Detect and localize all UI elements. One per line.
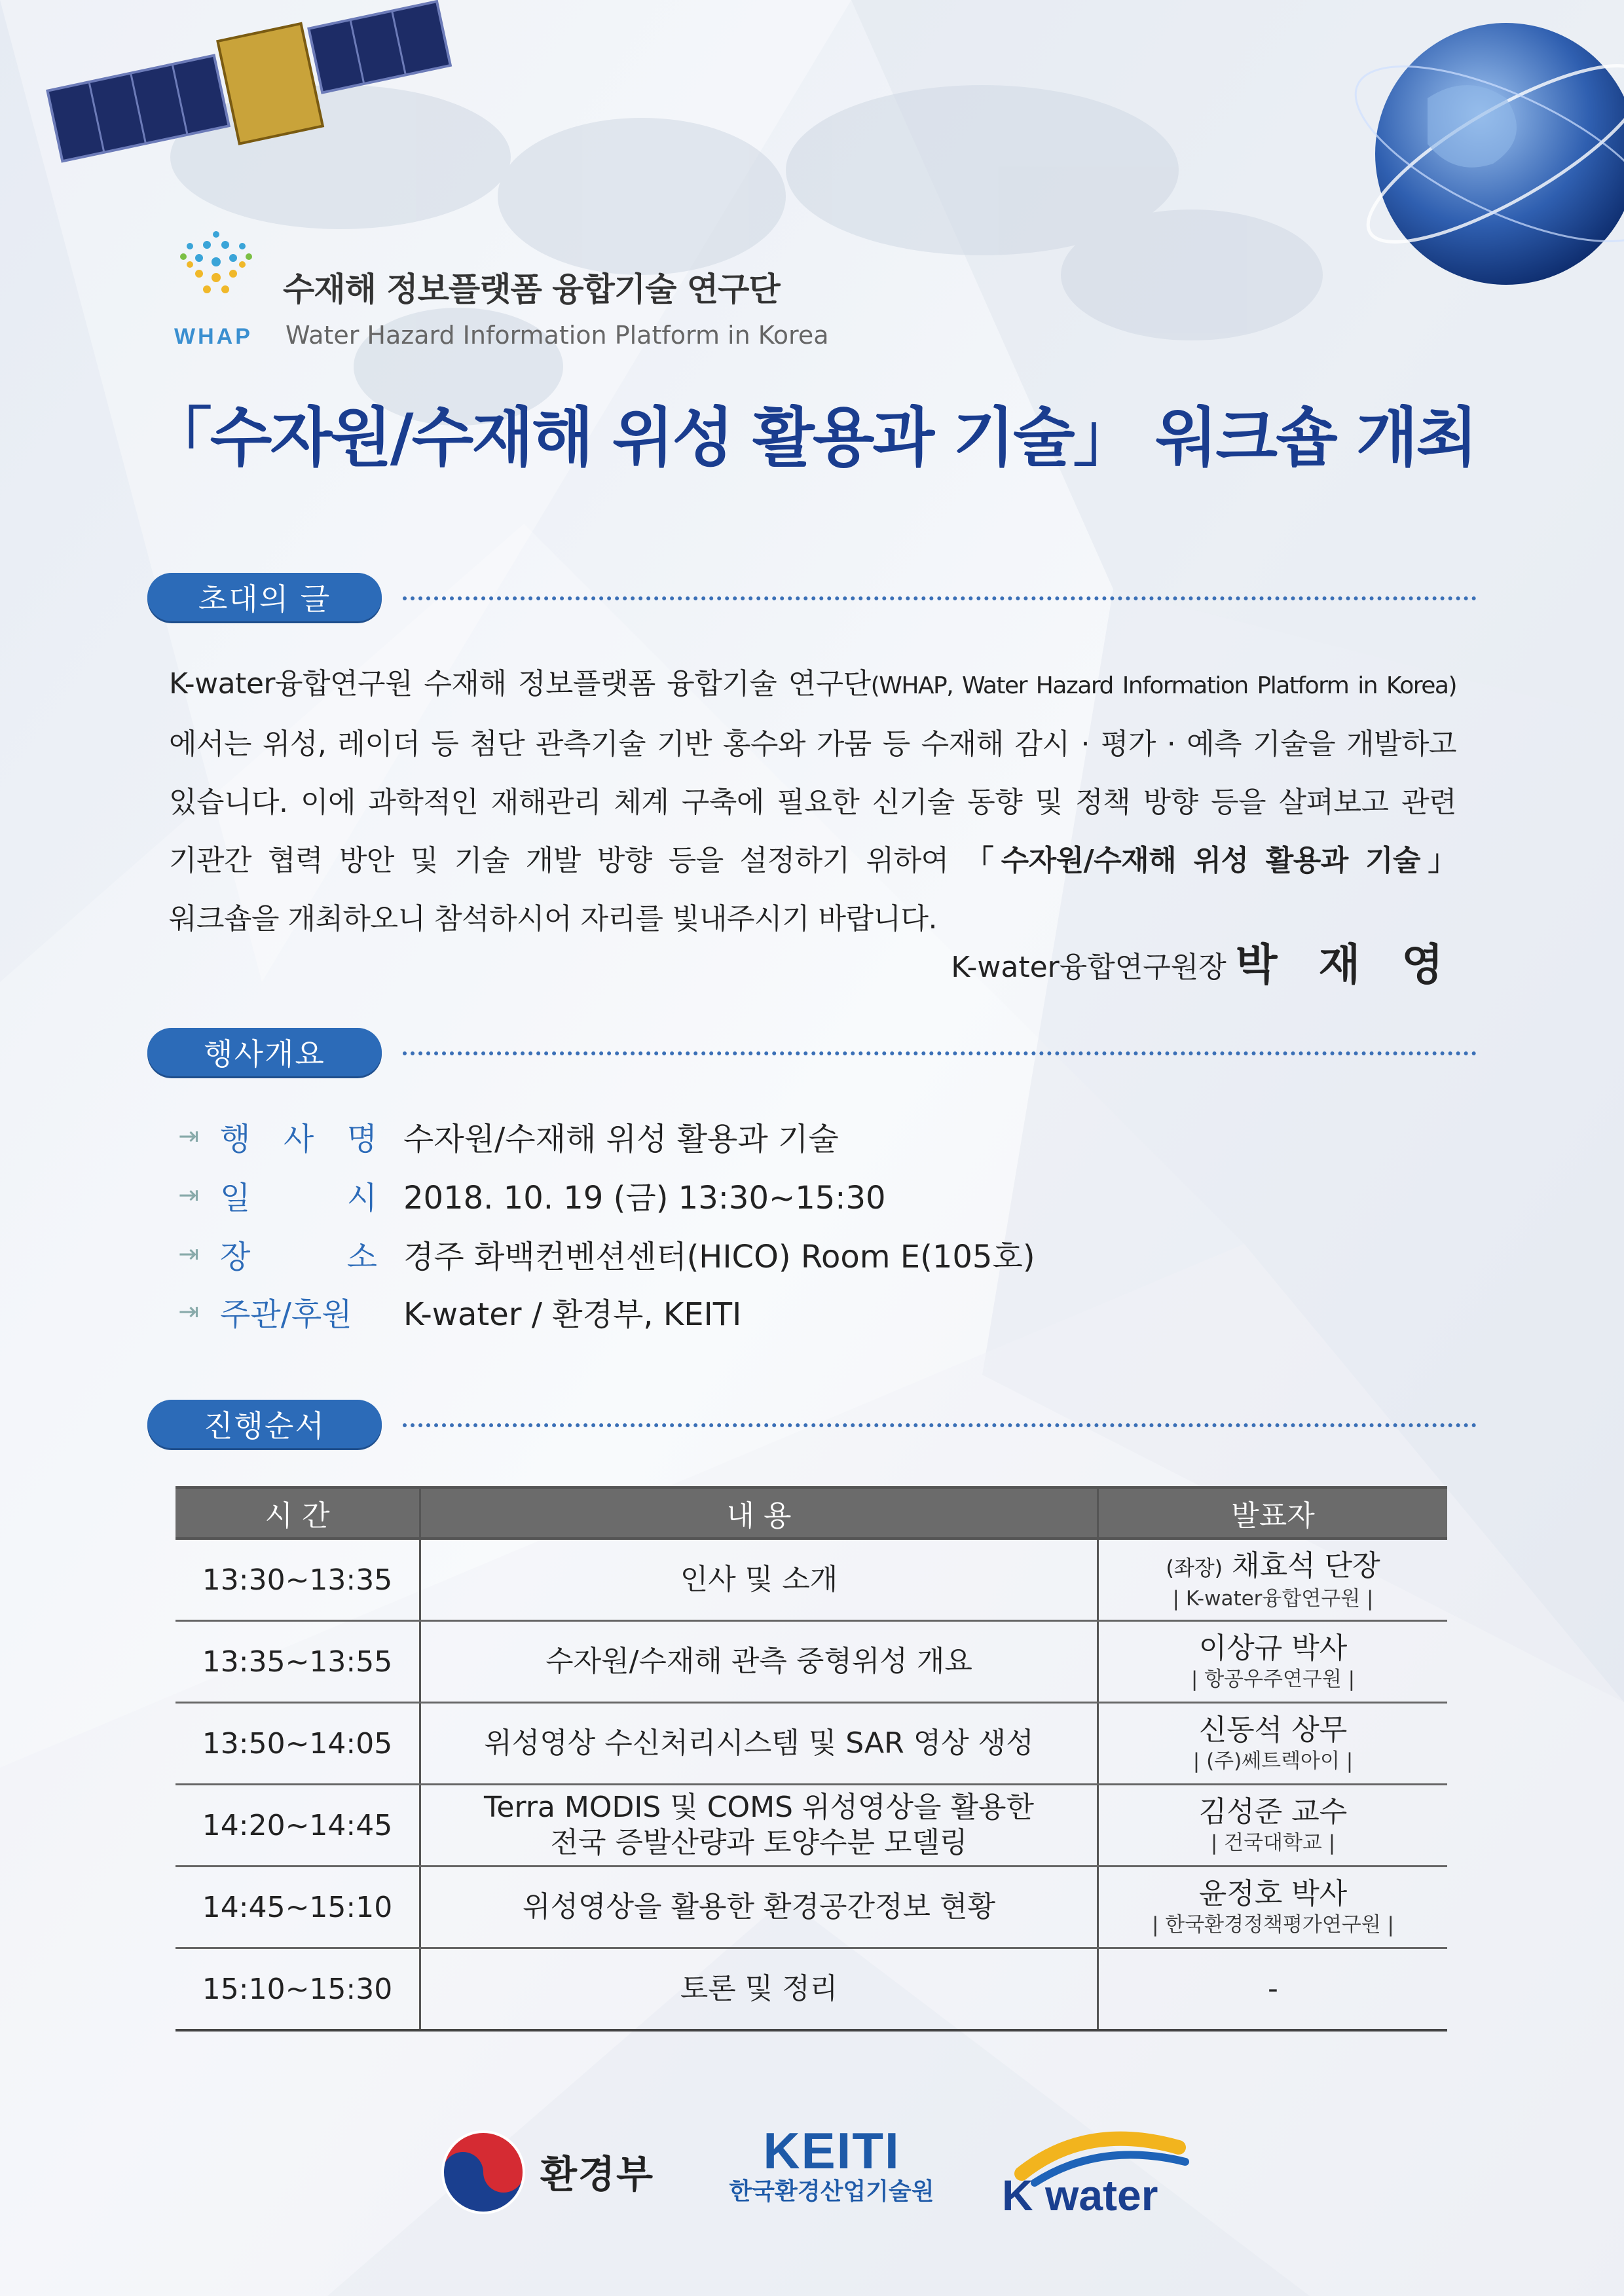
organization-name-korean: 수재해 정보플랫폼 융합기술 연구단 [283,270,780,308]
cell-presenter [1098,1539,1448,1621]
table-row [175,1703,1447,1785]
overview-value: 수자원/수재해 위성 활용과 기술 [403,1120,839,1157]
letter-line: K-water융합연구원 수재해 정보플랫폼 융합기술 연구단(WHAP, Water Hazard Information Platform in Korea) [169,667,1456,701]
presenter-name: (좌장) 채효석 단장 [1166,1548,1380,1582]
overview-value: K-water / 환경부, KEITI [403,1296,742,1333]
cell-presenter [1098,1867,1448,1948]
section-divider [403,1423,1477,1427]
logo-keiti: KEITI 한국환경산업기술원 [729,2122,934,2205]
logo-kwater: K water [1002,2171,1158,2219]
overview-value: 2018. 10. 19 (금) 13:30~15:30 [403,1179,886,1216]
column-header-time: 시 간 [175,1487,420,1539]
signer-title: K-water융합연구원장 [951,951,1227,984]
arrow-box-icon: ⇥ [178,1121,199,1150]
letter-line: 기관간 협력 방안 및 기술 개발 방향 등을 설정하기 위하여 「수자원/수재해 위성 활용과 기술」 [169,844,1457,877]
table-row [175,1539,1447,1621]
section-divider [403,1051,1477,1055]
cell-content: 수자원/수재해 관측 중형위성 개요 [420,1621,1098,1703]
table-row [175,1948,1447,2031]
cell-content: Terra MODIS 및 COMS 위성영상을 활용한 전국 증발산량과 토양수분 모델링 [420,1785,1098,1867]
letter-line: 에서는 위성, 레이더 등 첨단 관측기술 기반 홍수와 가뭄 등 수재해 감시 · 평가 · 예측 기술을 개발하고 [169,727,1456,761]
cell-time: 14:20~14:45 [175,1785,420,1867]
presenter-affiliation: | (주)쎄트렉아이 | [1192,1749,1354,1773]
overview-label: 장 소 [220,1238,377,1275]
page-title: 「수자원/수재해 위성 활용과 기술」 워크숍 개최 [147,401,1477,475]
logo-ministry-of-environment: 환경부 [540,2152,655,2196]
signature-block [951,930,1456,992]
cell-presenter [1098,1785,1448,1867]
cell-presenter [1098,1948,1448,2031]
overview-label: 행 사 명 [220,1120,377,1157]
section-heading-overview: 행사개요 [147,1028,382,1076]
cell-content: 토론 및 정리 [420,1948,1098,2031]
presenter-affiliation: | 항공우주연구원 | [1190,1667,1356,1691]
whap-logo-text: WHAP [174,324,253,349]
cell-time: 13:30~13:35 [175,1539,420,1621]
presenter-affiliation: | 한국환경정책평가연구원 | [1151,1913,1394,1937]
section-divider [403,596,1477,600]
cell-presenter [1098,1703,1448,1785]
cell-content: 위성영상을 활용한 환경공간정보 현황 [420,1867,1098,1948]
arrow-box-icon: ⇥ [178,1239,199,1268]
organization-name-english: Water Hazard Information Platform in Korea [286,321,829,350]
column-header-content: 내 용 [420,1487,1098,1539]
presenter-name: 신동석 상무 [1198,1713,1348,1747]
presenter-name: 이상규 박사 [1198,1631,1348,1665]
overview-label: 주관/후원 [220,1296,352,1333]
cell-content: 위성영상 수신처리시스템 및 SAR 영상 생성 [420,1703,1098,1785]
cell-content: 인사 및 소개 [420,1539,1098,1621]
cell-time: 13:35~13:55 [175,1621,420,1703]
program-table [175,1486,1447,2032]
overview-item [175,1113,839,1159]
column-header-presenter: 발표자 [1098,1487,1448,1539]
letter-line: 워크숍을 개최하오니 참석하시어 자리를 빛내주시기 바랍니다. [169,902,938,936]
signer-name: 박 재 영 [1235,939,1456,990]
overview-item [175,1231,1035,1277]
overview-item [175,1172,886,1218]
presenter-name: 김성준 교수 [1198,1795,1348,1829]
letter-line: 있습니다. 이에 과학적인 재해관리 체계 구축에 필요한 신기술 동향 및 정책 방향 등을 살펴보고 관련 [169,786,1456,819]
arrow-box-icon: ⇥ [178,1180,199,1209]
invitation-letter [169,655,1456,948]
section-heading-invitation: 초대의 글 [147,573,382,621]
presenter-affiliation: | K-water융합연구원 | [1172,1586,1374,1611]
overview-label: 일 시 [220,1179,377,1216]
presenter-affiliation: | 건국대학교 | [1210,1831,1336,1855]
presenter-name: - [1268,1972,1278,2005]
section-heading-program: 진행순서 [147,1400,382,1448]
table-row [175,1867,1447,1948]
table-row [175,1785,1447,1867]
cell-presenter [1098,1621,1448,1703]
arrow-box-icon: ⇥ [178,1297,199,1326]
presenter-name: 윤정호 박사 [1198,1877,1348,1910]
cell-time: 14:45~15:10 [175,1867,420,1948]
overview-value: 경주 화백컨벤션센터(HICO) Room E(105호) [403,1238,1035,1275]
overview-item [175,1288,741,1334]
cell-time: 15:10~15:30 [175,1948,420,2031]
cell-time: 13:50~14:05 [175,1703,420,1785]
table-row [175,1621,1447,1703]
